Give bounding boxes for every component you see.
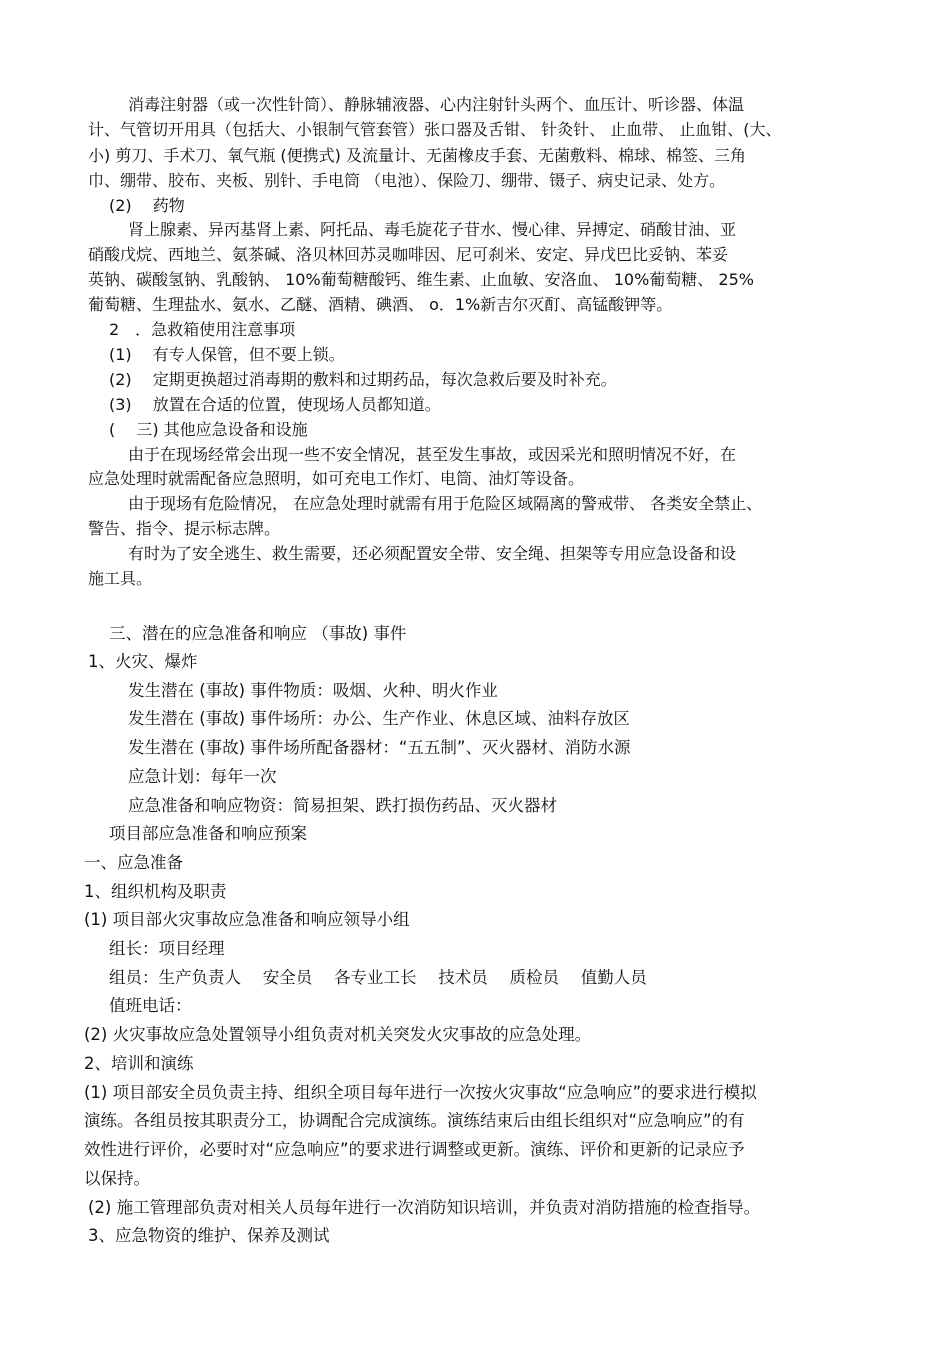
text-line: 计、气管切开用具（包括大、小银制气管套管）张口器及舌钳、 针灸针、 止血带、 止血钳、(大、	[88, 120, 782, 139]
text-line: 有时为了安全逃生、救生需要，还必须配置安全带、安全绳、担架等专用应急设备和设	[128, 544, 737, 563]
text-line: 巾、绷带、胶布、夹板、别针、手电筒 （电池）、保险刀、绷带、镊子、病史记录、处方。	[88, 171, 726, 190]
subheading-other-equipment: ( 三) 其他应急设备和设施	[109, 420, 308, 439]
text-line: (1) 项目部火灾事故应急准备和响应领导小组	[84, 910, 410, 929]
item-heading: 1、组织机构及职责	[84, 882, 227, 901]
subheading-first-aid-box: 2 ．急救箱使用注意事项	[109, 320, 296, 339]
subheading-medicine: (2) 药物	[109, 196, 185, 215]
list-item: (2) 定期更换超过消毒期的敷料和过期药品，每次急救后要及时补充。	[109, 370, 617, 389]
text-line: 发生潜在 (事故) 事件场所配备器材：“五五制”、灭火器材、消防水源	[128, 738, 631, 757]
text-line: 小) 剪刀、手术刀、氧气瓶 (便携式) 及流量计、无菌橡皮手套、无菌敷料、棉球、棉签、三角	[88, 146, 746, 165]
text-line: 应急计划：每年一次	[128, 767, 277, 786]
text-line: 组员：生产负责人 安全员 各专业工长 技术员 质检员 值勤人员	[109, 968, 647, 987]
text-line: (1) 项目部安全员负责主持、组织全项目每年进行一次按火灾事故“应急响应”的要求进行模拟	[84, 1083, 757, 1102]
item-heading: 2、培训和演练	[84, 1054, 194, 1073]
text-line: 以保持。	[84, 1169, 150, 1188]
text-line: 效性进行评价，必要时对“应急响应”的要求进行调整或更新。演练、评价和更新的记录应予	[84, 1140, 745, 1159]
list-item: (3) 放置在合适的位置，使现场人员都知道。	[109, 395, 441, 414]
text-line: 发生潜在 (事故) 事件场所：办公、生产作业、休息区域、油料存放区	[128, 709, 630, 728]
text-line: 由于现场有危险情况， 在应急处理时就需有用于危险区域隔离的警戒带、 各类安全禁止、	[128, 494, 763, 513]
text-line: 消毒注射器（或一次性针筒）、静脉辅液器、心内注射针头两个、血压计、听诊器、体温	[128, 95, 745, 114]
text-line: 应急处理时就需配备应急照明，如可充电工作灯、电筒、油灯等设备。	[88, 469, 585, 488]
text-line: 值班电话：	[109, 996, 192, 1015]
text-line: 演练。各组员按其职责分工，协调配合完成演练。演练结束后由组长组织对“应急响应”的有	[84, 1111, 745, 1130]
text-line: (2) 火灾事故应急处置领导小组负责对机关突发火灾事故的应急处理。	[84, 1025, 592, 1044]
item-heading: 1、火灾、爆炸	[88, 652, 198, 671]
text-line: 组长：项目经理	[109, 939, 225, 958]
section-heading: 三、潜在的应急准备和响应 （事故) 事件	[109, 624, 407, 643]
text-line: 硝酸戊烷、西地兰、氨茶碱、洛贝林回苏灵咖啡因、尼可刹米、安定、异戊巴比妥钠、苯妥	[88, 245, 729, 264]
text-line: 发生潜在 (事故) 事件物质：吸烟、火种、明火作业	[128, 681, 498, 700]
text-line: 肾上腺素、异丙基肾上素、阿托品、毒毛旋花子苷水、慢心律、异搏定、硝酸甘油、亚	[128, 220, 737, 239]
list-item: (1) 有专人保管，但不要上锁。	[109, 345, 345, 364]
text-line: 应急准备和响应物资：简易担架、跌打损伤药品、灭火器材	[128, 796, 557, 815]
text-line: 英钠、碳酸氢钠、乳酸钠、 10%葡萄糖酸钙、维生素、止血敏、安洛血、 10%葡萄糖、 25%	[88, 270, 754, 289]
text-line: 警告、指令、提示标志牌。	[88, 519, 281, 538]
section-heading: 一、应急准备	[84, 853, 183, 872]
text-line: 由于在现场经常会出现一些不安全情况，甚至发生事故，或因采光和照明情况不好，在	[128, 445, 737, 464]
plan-title: 项目部应急准备和响应预案	[109, 824, 307, 843]
text-line: 施工具。	[88, 569, 153, 588]
text-line: (2) 施工管理部负责对相关人员每年进行一次消防知识培训，并负责对消防措施的检查指导。	[88, 1198, 761, 1217]
item-heading: 3、应急物资的维护、保养及测试	[88, 1226, 330, 1245]
text-line: 葡萄糖、生理盐水、氨水、乙醚、酒精、碘酒、 o．1%新吉尔灭酊、高锰酸钾等。	[88, 295, 673, 314]
